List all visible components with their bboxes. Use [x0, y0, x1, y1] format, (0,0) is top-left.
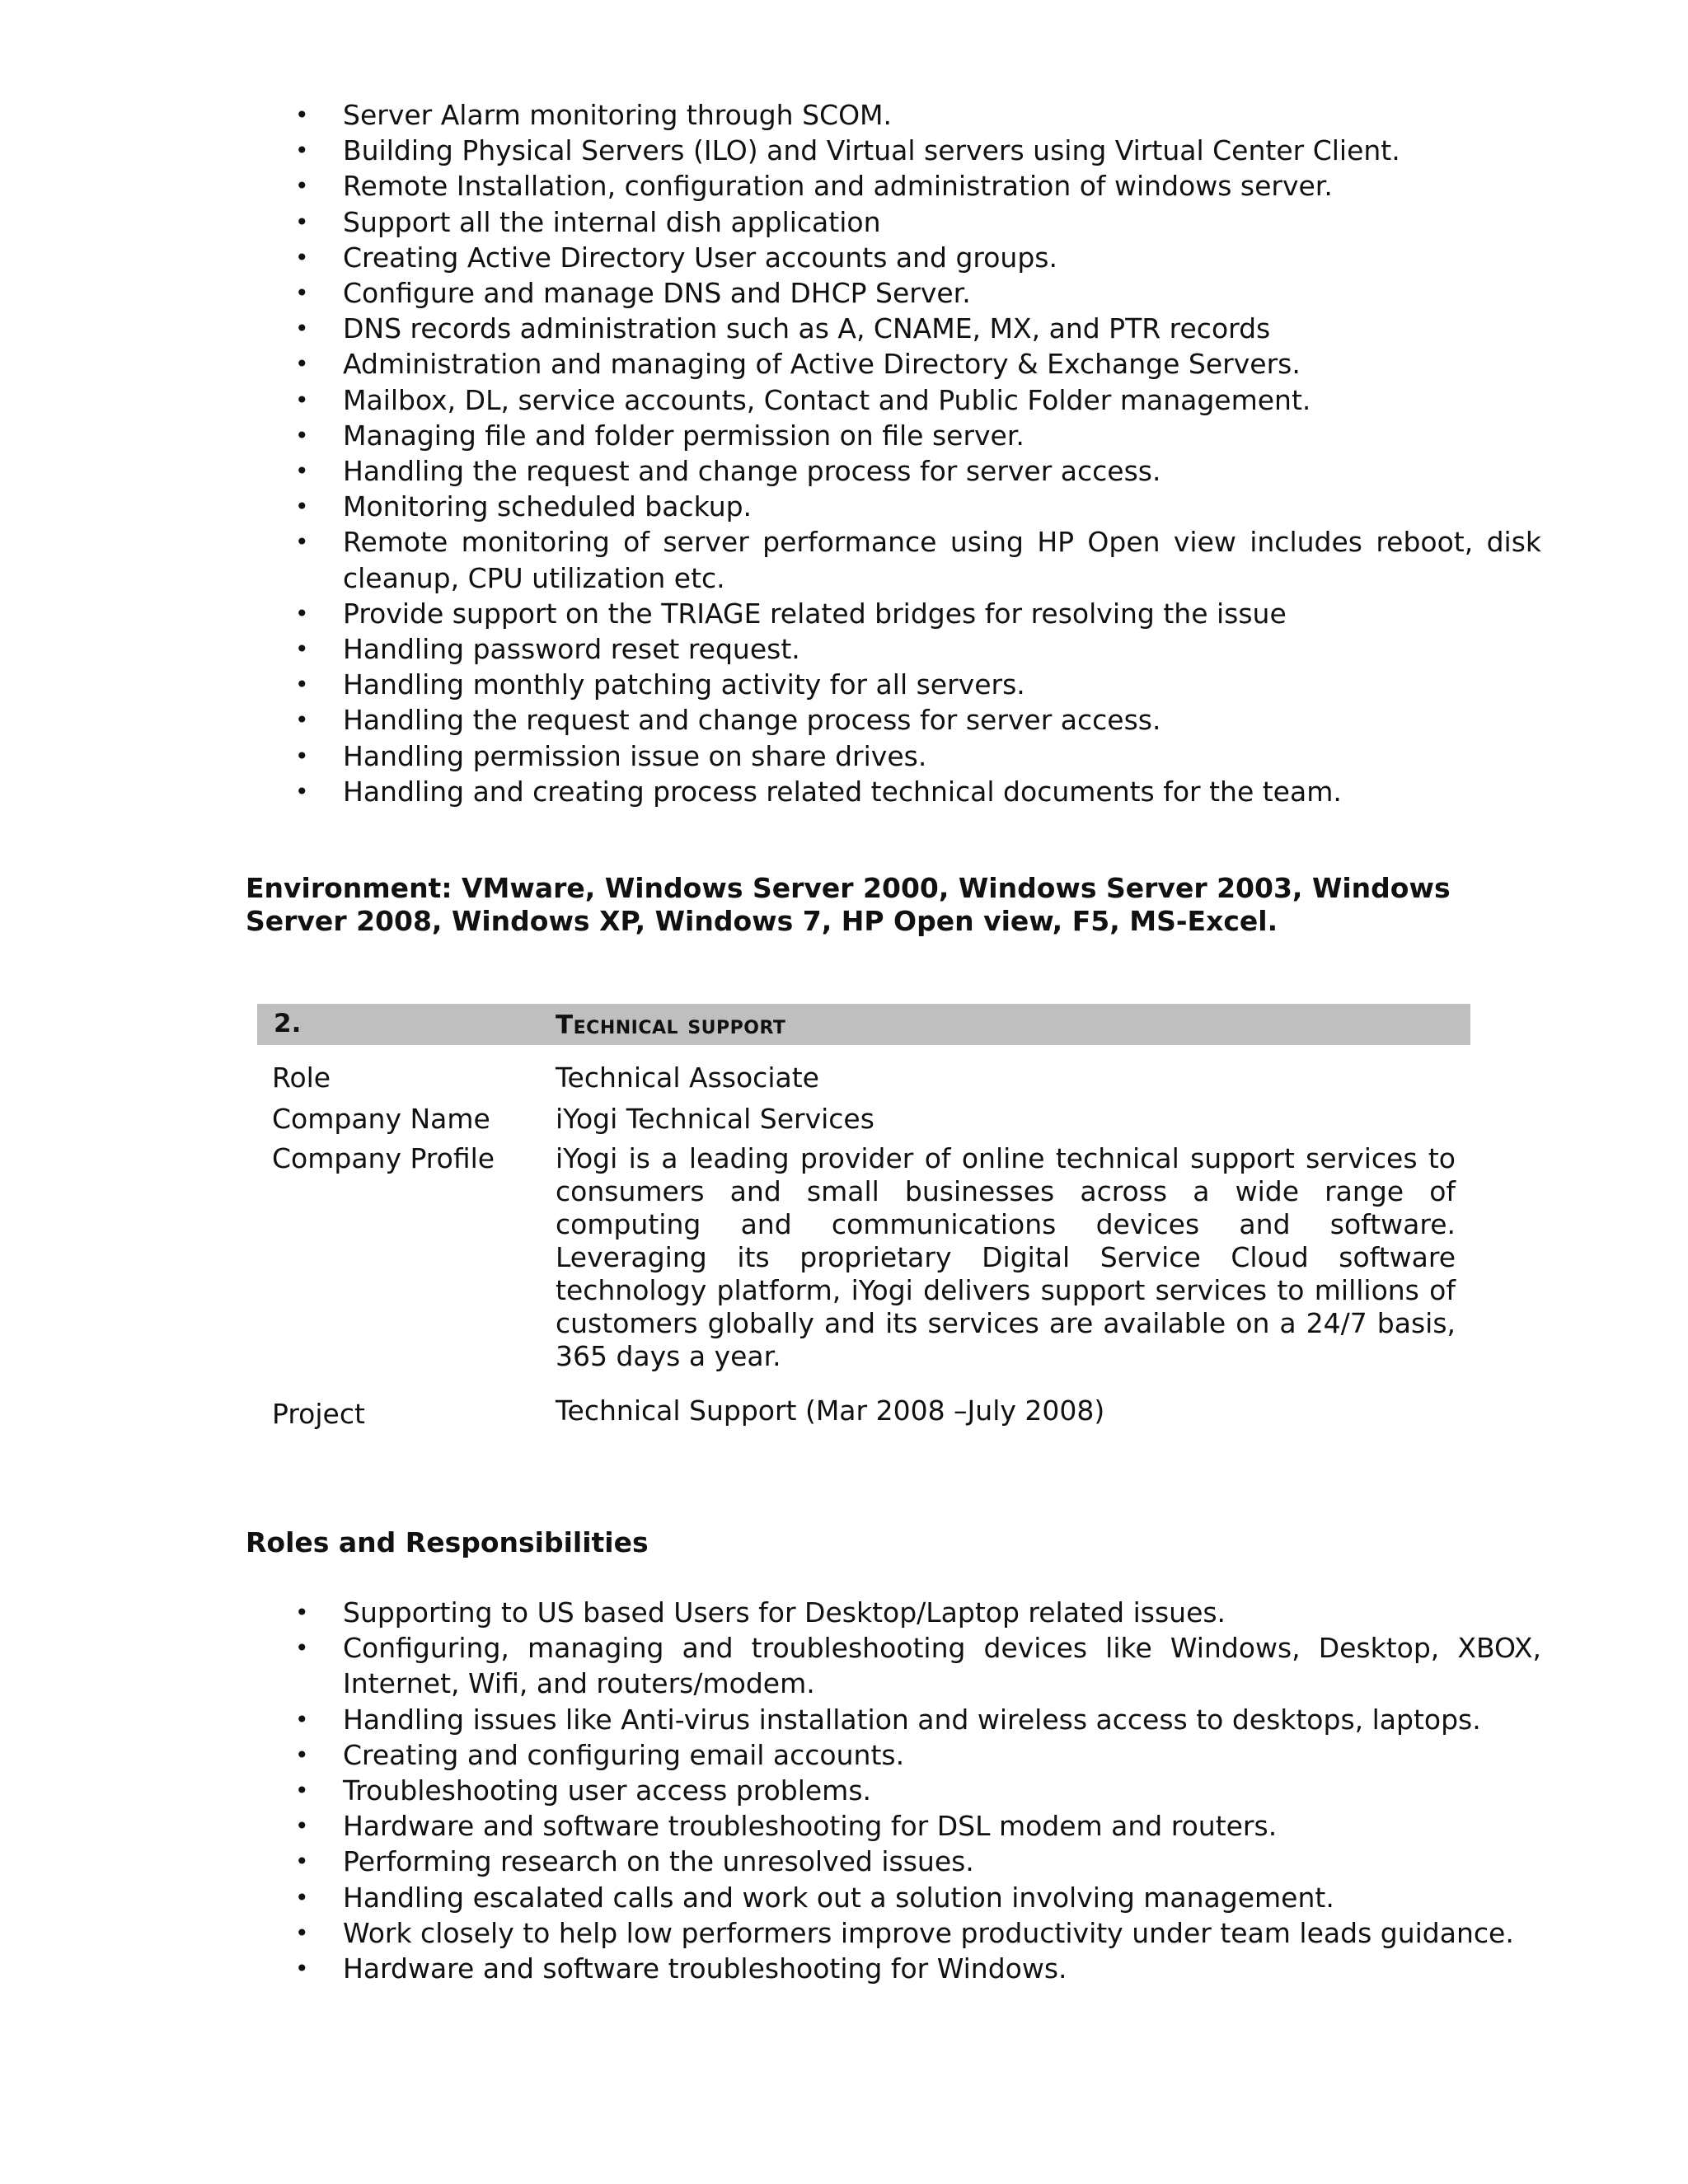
list-item-text: Hardware and software troubleshooting for DSL modem and routers.	[343, 1810, 1278, 1843]
list-item	[295, 524, 1541, 595]
bullet-icon: •	[295, 137, 309, 165]
bullet-icon: •	[295, 350, 309, 378]
list-item	[295, 489, 1541, 524]
list-item-text: DNS records administration such as A, CNAME, MX, and PTR records	[343, 312, 1271, 345]
bullet-icon: •	[295, 1919, 309, 1947]
bullet-icon: •	[295, 706, 309, 734]
bullet-icon: •	[295, 279, 309, 307]
company-profile-label: Company Profile	[272, 1142, 495, 1174]
bullet-icon: •	[295, 1705, 309, 1733]
list-item-text: Creating Active Directory User accounts and groups.	[343, 241, 1057, 274]
list-item-text: Hardware and software troubleshooting for Windows.	[343, 1952, 1067, 1985]
bullet-icon: •	[295, 493, 309, 521]
list-item	[295, 1844, 1541, 1879]
list-item	[295, 1630, 1541, 1701]
list-item-text: Managing file and folder permission on file server.	[343, 419, 1025, 452]
project-table	[257, 1004, 1470, 1430]
list-item	[295, 1808, 1541, 1844]
list-item	[295, 311, 1541, 346]
responsibilities-list-1	[295, 97, 1541, 809]
list-item	[295, 240, 1541, 275]
list-item-text: Support all the internal dish application	[343, 205, 881, 238]
project-label: Project	[272, 1398, 365, 1430]
bullet-icon: •	[295, 101, 309, 129]
list-item-text: Monitoring scheduled backup.	[343, 490, 753, 523]
roles-heading: Roles and Responsibilities	[246, 1526, 649, 1558]
project-section-title: Technical support	[556, 1010, 786, 1040]
environment-line-2: Server 2008, Windows XP, Windows 7, HP Open view, F5, MS-Excel.	[246, 905, 1278, 937]
bullet-icon: •	[295, 671, 309, 699]
bullet-icon: •	[295, 742, 309, 770]
list-item	[295, 1773, 1541, 1808]
bullet-icon: •	[295, 528, 309, 556]
project-value: Technical Support (Mar 2008 –July 2008)	[556, 1394, 1105, 1427]
list-item-text: Troubleshooting user access problems.	[343, 1774, 872, 1807]
bullet-icon: •	[295, 599, 309, 627]
list-item	[295, 738, 1541, 774]
bullet-icon: •	[295, 243, 309, 271]
responsibilities-list-2	[295, 1595, 1541, 1986]
list-item-text: Supporting to US based Users for Desktop/Laptop related issues.	[343, 1596, 1226, 1629]
list-item	[295, 275, 1541, 311]
list-item-text: Remote monitoring of server performance using HP Open view includes reboot, disk cleanup, CPU utilization etc.	[343, 526, 1541, 594]
list-item-text: Performing research on the unresolved issues.	[343, 1845, 974, 1878]
list-item	[295, 596, 1541, 631]
list-item	[295, 453, 1541, 489]
bullet-icon: •	[295, 1599, 309, 1626]
role-label: Role	[272, 1062, 331, 1094]
bullet-icon: •	[295, 635, 309, 663]
list-item-text: Handling password reset request.	[343, 633, 800, 666]
list-item-text: Handling and creating process related technical documents for the team.	[343, 775, 1342, 808]
bullet-icon: •	[295, 1777, 309, 1805]
list-item-text: Configure and manage DNS and DHCP Server.	[343, 277, 971, 310]
company-name-label: Company Name	[272, 1103, 490, 1135]
list-item	[295, 382, 1541, 418]
list-item-text: Server Alarm monitoring through SCOM.	[343, 99, 893, 131]
list-item-text: Handling the request and change process for server access.	[343, 455, 1161, 488]
bullet-icon: •	[295, 1955, 309, 1983]
list-item-text: Building Physical Servers (ILO) and Virtual servers using Virtual Center Client.	[343, 134, 1400, 167]
bullet-icon: •	[295, 208, 309, 236]
company-profile-value: iYogi is a leading provider of online technical support services to consumers and small businesses across a wide range of computing and communications devices and software. Leveraging its proprietary Digital Service Cloud software technology platform, iYogi delivers support services to millions of customers globally and its services are available on a 24/7 basis, 365 days a year.	[556, 1142, 1456, 1372]
bullet-icon: •	[295, 1634, 309, 1662]
company-name-value: iYogi Technical Services	[556, 1103, 874, 1135]
list-item	[295, 1880, 1541, 1915]
list-item	[295, 97, 1541, 133]
environment-line-1: Environment: VMware, Windows Server 2000, Windows Server 2003, Windows	[246, 872, 1451, 904]
project-table-header	[257, 1004, 1470, 1045]
bullet-icon: •	[295, 315, 309, 343]
list-item	[295, 1595, 1541, 1630]
bullet-icon: •	[295, 777, 309, 805]
list-item-text: Remote Installation, configuration and administration of windows server.	[343, 170, 1333, 203]
list-item-text: Mailbox, DL, service accounts, Contact and Public Folder management.	[343, 383, 1311, 416]
bullet-icon: •	[295, 421, 309, 449]
bullet-icon: •	[295, 457, 309, 485]
environment-block	[246, 872, 1541, 938]
list-item	[295, 774, 1541, 809]
list-item	[295, 1915, 1541, 1951]
list-item	[295, 1737, 1541, 1773]
list-item-text: Handling escalated calls and work out a solution involving management.	[343, 1881, 1334, 1914]
list-item	[295, 204, 1541, 240]
list-item-text: Creating and configuring email accounts.	[343, 1738, 905, 1771]
bullet-icon: •	[295, 1741, 309, 1769]
list-item-text: Handling the request and change process for server access.	[343, 704, 1161, 737]
list-item-text: Work closely to help low performers improve productivity under team leads guidance.	[343, 1916, 1514, 1949]
list-item-text: Provide support on the TRIAGE related bridges for resolving the issue	[343, 597, 1287, 630]
list-item	[295, 631, 1541, 667]
list-item	[295, 702, 1541, 738]
list-item	[295, 168, 1541, 204]
bullet-icon: •	[295, 386, 309, 414]
bullet-icon: •	[295, 1883, 309, 1911]
bullet-icon: •	[295, 1812, 309, 1840]
list-item-text: Administration and managing of Active Directory & Exchange Servers.	[343, 348, 1301, 381]
list-item-text: Configuring, managing and troubleshooting devices like Windows, Desktop, XBOX, Internet, Wifi, and routers/modem.	[343, 1632, 1541, 1700]
list-item-text: Handling monthly patching activity for all servers.	[343, 668, 1025, 701]
list-item-text: Handling issues like Anti-virus installation and wireless access to desktops, laptops.	[343, 1703, 1481, 1736]
list-item-text: Handling permission issue on share drives.	[343, 739, 927, 772]
list-item	[295, 418, 1541, 453]
list-item	[295, 1951, 1541, 1986]
list-item	[295, 133, 1541, 168]
list-item	[295, 1702, 1541, 1737]
list-item	[295, 667, 1541, 702]
list-item	[295, 346, 1541, 382]
bullet-icon: •	[295, 1848, 309, 1876]
project-number: 2.	[274, 1009, 302, 1038]
bullet-icon: •	[295, 172, 309, 200]
role-value: Technical Associate	[556, 1062, 819, 1094]
